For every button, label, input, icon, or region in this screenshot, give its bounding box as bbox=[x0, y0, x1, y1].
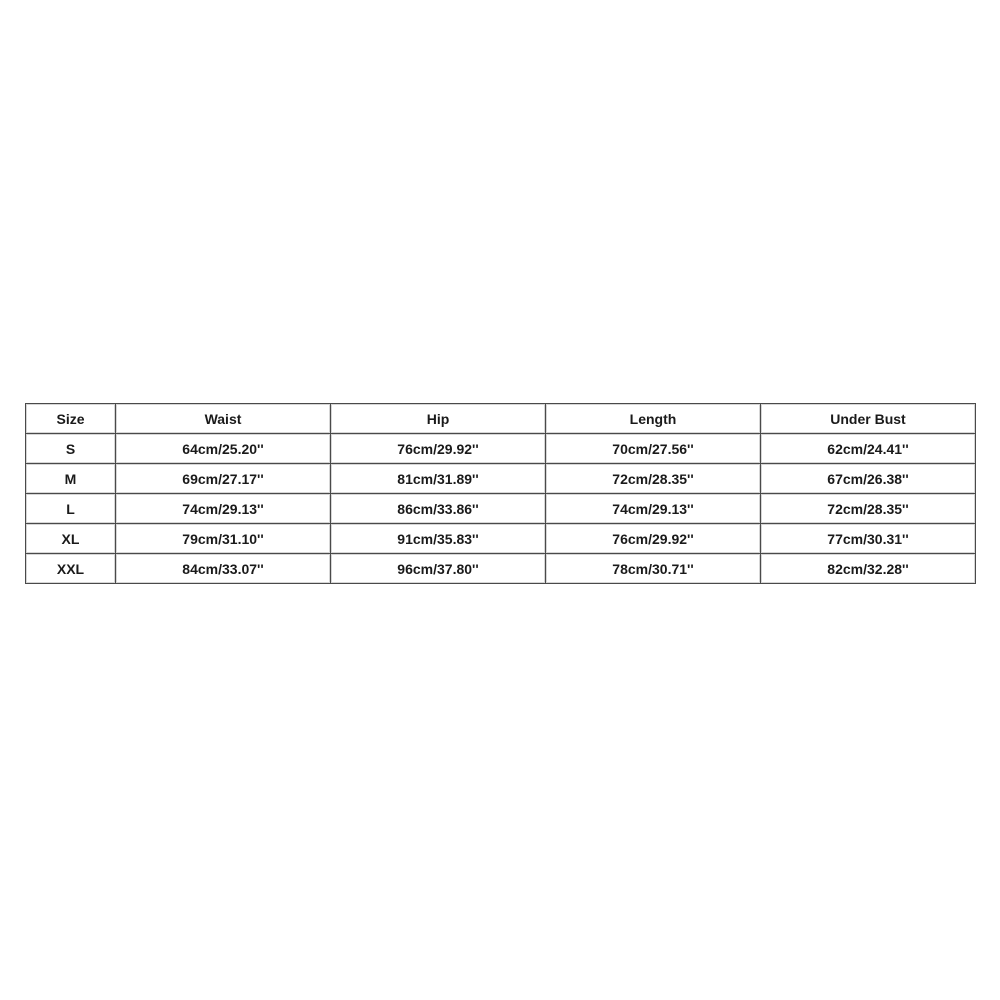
waist-cell: 84cm/33.07'' bbox=[116, 554, 331, 584]
hip-cell: 86cm/33.86'' bbox=[331, 494, 546, 524]
length-cell: 72cm/28.35'' bbox=[546, 464, 761, 494]
hip-cell: 96cm/37.80'' bbox=[331, 554, 546, 584]
table-row bbox=[26, 524, 976, 554]
size-cell: S bbox=[26, 434, 116, 464]
under-bust-cell: 82cm/32.28'' bbox=[761, 554, 976, 584]
hip-cell: 76cm/29.92'' bbox=[331, 434, 546, 464]
table-row bbox=[26, 434, 976, 464]
length-cell: 78cm/30.71'' bbox=[546, 554, 761, 584]
size-cell: L bbox=[26, 494, 116, 524]
table-row bbox=[26, 464, 976, 494]
header-under-bust: Under Bust bbox=[761, 404, 976, 434]
under-bust-cell: 77cm/30.31'' bbox=[761, 524, 976, 554]
under-bust-cell: 72cm/28.35'' bbox=[761, 494, 976, 524]
under-bust-cell: 62cm/24.41'' bbox=[761, 434, 976, 464]
size-cell: M bbox=[26, 464, 116, 494]
length-cell: 76cm/29.92'' bbox=[546, 524, 761, 554]
header-hip: Hip bbox=[331, 404, 546, 434]
header-length: Length bbox=[546, 404, 761, 434]
size-cell: XXL bbox=[26, 554, 116, 584]
table-row bbox=[26, 554, 976, 584]
hip-cell: 81cm/31.89'' bbox=[331, 464, 546, 494]
header-row bbox=[26, 404, 976, 434]
waist-cell: 64cm/25.20'' bbox=[116, 434, 331, 464]
size-cell: XL bbox=[26, 524, 116, 554]
waist-cell: 79cm/31.10'' bbox=[116, 524, 331, 554]
waist-cell: 69cm/27.17'' bbox=[116, 464, 331, 494]
size-chart-table bbox=[25, 403, 976, 584]
table-row bbox=[26, 494, 976, 524]
length-cell: 70cm/27.56'' bbox=[546, 434, 761, 464]
under-bust-cell: 67cm/26.38'' bbox=[761, 464, 976, 494]
length-cell: 74cm/29.13'' bbox=[546, 494, 761, 524]
hip-cell: 91cm/35.83'' bbox=[331, 524, 546, 554]
header-waist: Waist bbox=[116, 404, 331, 434]
waist-cell: 74cm/29.13'' bbox=[116, 494, 331, 524]
header-size: Size bbox=[26, 404, 116, 434]
